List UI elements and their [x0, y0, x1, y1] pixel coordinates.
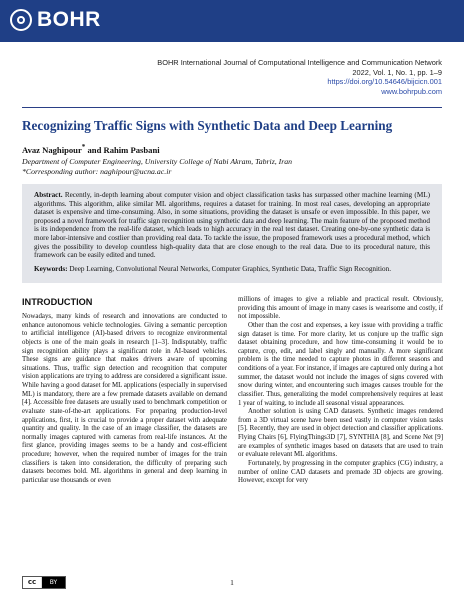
website-link[interactable]: www.bohrpub.com [381, 86, 442, 96]
affiliation: Department of Computer Engineering, University College of Nabi Akram, Tabriz, Iran [22, 157, 293, 166]
intro-paragraph: Fortunately, by progressing in the computer graphics (CG) industry, a number of online CAD datasets and premade 3D objects are growing. However, except for very [238, 459, 443, 485]
header-divider [22, 107, 442, 108]
intro-paragraph: millions of images to give a reliable and practical result. Obviously, providing this amount of image in many cases is wearisome and costly, if not impossible. [238, 296, 443, 321]
abstract-paragraph [34, 191, 430, 260]
logo-text: BOHR [37, 8, 101, 31]
by-icon: BY [42, 577, 65, 588]
author-first: Avaz Naghipour [22, 144, 82, 155]
abstract-box [22, 184, 442, 283]
page-number: 1 [230, 578, 234, 587]
right-column [238, 296, 443, 486]
journal-volume: 2022, Vol. 1, No. 1, pp. 1–9 [352, 67, 442, 77]
keywords-paragraph [34, 265, 430, 274]
intro-paragraph: Another solution is using CAD datasets. Synthetic images rendered from a 3D virtual scene have been used vastly in computer vision tasks [5]. Recently, they are used in object detection and classifier applications. Flying Chairs [6], FlyingThings3D [7], SYNTHIA [8], and Scene Net [9] are examples of synthetic images based on datasets that are used to train or evaluate relevant ML algorithms. [238, 408, 443, 459]
author-second: and Rahim Pasbani [85, 144, 160, 155]
journal-banner [0, 0, 464, 42]
intro-paragraph: Other than the cost and expenses, a key issue with providing a traffic sign dataset is time. For more clarity, let us conjure up the traffic sign dataset obtaining procedure, and how time-consuming it would be to capture, crop, edit, and label singly and manually. A more significant problem is the time needed to capture photos in different seasons and conditions of a year. For instance, if images are captured only during a hot summer, the dataset would not include the images of signs covered with snow during winter, and encountering such images causes trouble for the classifier. Thus, generalizing the model comprehensively requires at least 1 year of waiting, to include all seasonal visual appearances. [238, 321, 443, 407]
intro-paragraph: Nowadays, many kinds of research and innovations are conducted to enhance autonomous vehicle technologies. Giving a semantic perception to artificial intelligence (AI)-based drivers to recognize environmental objects is one of the main goals in research [1–3]. Indisputably, traffic sign recognition ability plays a significant role in AI-based vehicles. These signs are guidance that makes drivers aware of upcoming situations. Thus, traffic sign detection and recognition that computer vision applications are trying to address are considered a significant issue. While having a good dataset for ML applications (especially in supervised ML) is mandatory, there are a few premade datasets available on demand [4]. Accessible free datasets are usually used to benchmark competition or evaluate state-of-the-art applications. For preparing production-level applications, first, it is crucial to provide a proper dataset with adequate quantity and quality. In the case of an image classifier, the datasets are normally images captured with cameras from real-life instances. At the first glance, providing images seems to be a handy and cost-efficient procedure; however, when the required number of images for the train classifiers is taken into consideration, the difficulty of preparing such datasets becomes bold. ML algorithms in general and deep learning in particular use thousands or even [22, 313, 227, 484]
doi-link[interactable]: https://doi.org/10.54646/bijcicn.001 [327, 77, 442, 87]
author-list [22, 143, 160, 155]
journal-name: BOHR International Journal of Computational Intelligence and Communication Network [157, 58, 442, 67]
author-corresponding-mark: * [81, 143, 86, 151]
bohr-logo-icon [10, 9, 32, 31]
abstract-label: Abstract. [34, 191, 63, 199]
left-column [22, 313, 227, 486]
corresponding-author: *Corresponding author: naghipour@ucna.ac.ir [22, 167, 172, 176]
keywords-label: Keywords: [34, 264, 68, 273]
article-title: Recognizing Traffic Signs with Synthetic Data and Deep Learning [22, 118, 393, 133]
journal-info [82, 58, 442, 96]
cc-icon: cc [23, 577, 41, 588]
affiliation-block [22, 157, 442, 177]
section-heading-introduction: INTRODUCTION [22, 297, 93, 307]
abstract-text: Recently, in-depth learning about computer vision and object classification tasks has surpassed other machine learning (ML) algorithms. This algorithm, alike similar ML algorithms, requires a dataset for training. In most real cases, developing an appropriate dataset is expensive and time-consuming. Also, in some situations, providing the dataset is unsafe or even impossible. In this paper, we proposed a novel framework for traffic sign recognition using synthetic data and deep learning. The main feature of the proposed method is its independence from the real-life dataset, which leads to high accuracy in the real test dataset. Creating one-by-one synthetic data is more labor-intensive and costlier than providing real data. To tackle the issue, the proposed framework uses a procedural method, which gives the possibility to develop countless high-quality data that are close enough to the real data. Due to its procedural nature, this framework can be easily edited and tuned. [34, 191, 430, 260]
keywords-text: Deep Learning, Convolutional Neural Networks, Computer Graphics, Synthetic Data, Traffic Sign Recognition. [67, 264, 391, 273]
